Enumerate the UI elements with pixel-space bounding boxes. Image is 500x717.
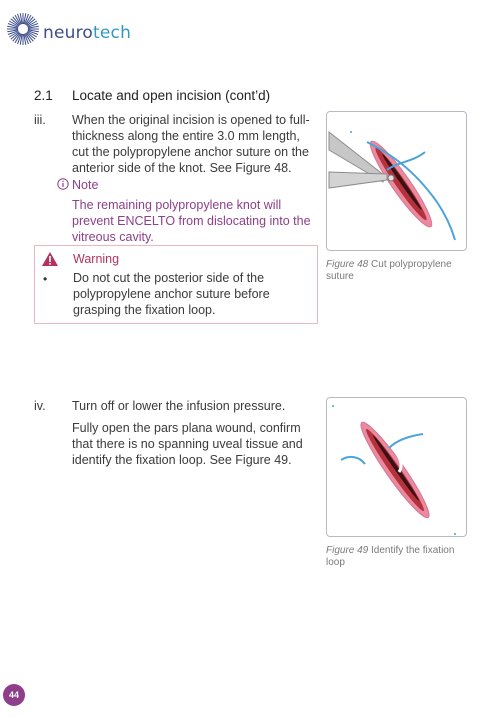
info-icon [57,178,69,190]
section-heading [34,88,270,103]
fixation-loop-illustration [327,398,466,536]
incision-suture-illustration [327,112,466,250]
logo-sunburst-icon [6,12,40,46]
page-number: 44 [3,684,25,706]
step-iii-line: anterior side of the knot. See Figure 48. [72,161,292,175]
step-iii [34,112,324,176]
warning-line: Do not cut the posterior side of the [73,271,265,285]
figure-49-image [326,397,467,537]
step-iii-numeral: iii. [34,113,46,127]
figure-48-caption-line: suture [326,271,354,282]
note-label: Note [72,178,99,192]
note-heading [57,178,98,192]
neurotech-logo [6,8,146,44]
figure-48-image [326,111,467,251]
figure-49-caption-line: loop [326,557,345,568]
warning-text [73,270,309,318]
note-text [72,197,312,245]
warning-label: Warning [73,252,120,266]
step-iv-line: that there is no spanning uveal tissue and [72,437,303,451]
step-iii-text [72,112,310,176]
step-iii-line: thickness along the entire 3.0 mm length, [72,129,300,143]
warning-line: grasping the fixation loop. [73,303,216,317]
step-iv [34,398,324,416]
figure-49-caption-line: Identify the fixation [371,545,455,556]
figure-49-label: Figure 49 [326,545,369,556]
figure-49-caption [326,545,465,569]
brand-name: neurotech [43,23,132,43]
step-iv-line: Fully open the pars plana wound, confirm [72,421,301,435]
section-title: Locate and open incision (cont’d) [72,88,271,103]
step-iv-paragraph [72,420,322,468]
figure-48-caption [326,259,465,283]
note-line: prevent ENCELTO from dislocating into the [72,214,311,228]
section-number: 2.1 [34,88,53,103]
note-line: The remaining polypropylene knot will [72,198,282,212]
warning-box [34,245,318,324]
step-iii-line: When the original incision is opened to full- [72,113,310,127]
note-line: vitreous cavity. [72,230,154,244]
figure-48-label: Figure 48 [326,259,369,270]
warning-bullet: • [43,272,48,286]
step-iv-numeral: iv. [34,399,46,413]
step-iv-line1: Turn off or lower the infusion pressure. [72,399,286,413]
step-iv-line: identify the fixation loop. See Figure 49. [72,453,292,467]
warning-triangle-icon [41,251,59,267]
figure-48-caption-line: Cut polypropylene [371,259,452,270]
warning-line: polypropylene anchor suture before [73,287,270,301]
step-iii-line: cut the polypropylene anchor suture on the [72,145,309,159]
